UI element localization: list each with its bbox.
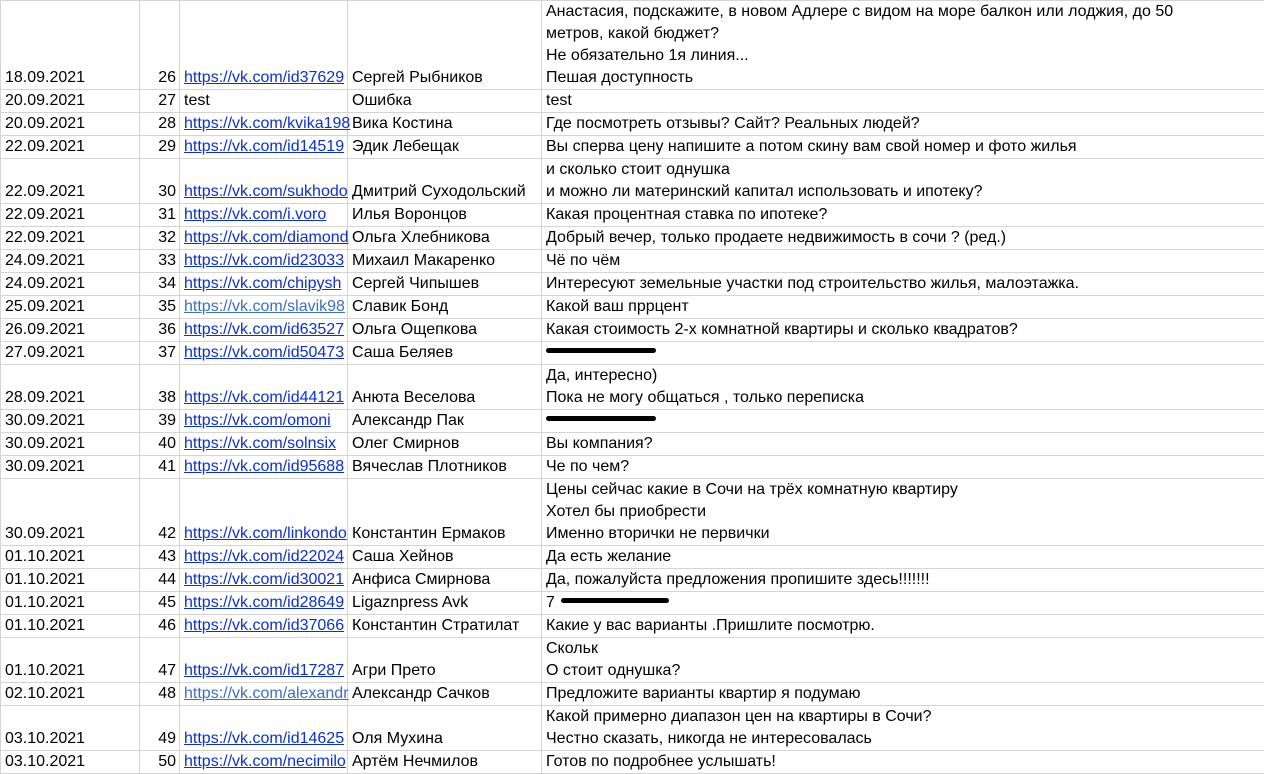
cell-user-name[interactable]: Александр Сачков	[348, 683, 542, 706]
message-line: Хотел бы приобрести	[546, 503, 707, 520]
cell-user-name[interactable]: Ольга Ощепкова	[348, 319, 542, 342]
message-line: Цены сейчас какие в Сочи на трёх комнатную квартиру	[546, 481, 958, 498]
cell-user-name[interactable]: Дмитрий Суходольский	[348, 159, 542, 204]
cell-date[interactable]: 01.10.2021	[1, 615, 140, 638]
message-line: и можно ли материнский капитал использовать и ипотеку?	[546, 183, 983, 200]
cell-user-name[interactable]: Эдик Лебещак	[348, 136, 542, 159]
cell-message[interactable]	[542, 546, 1264, 569]
cell-message[interactable]	[542, 683, 1264, 706]
cell-message[interactable]	[542, 615, 1264, 638]
cell-message[interactable]	[542, 706, 1264, 751]
cell-user-name[interactable]: Артём Нечмилов	[348, 751, 542, 774]
cell-message[interactable]	[542, 136, 1264, 159]
message-line: Добрый вечер, только продаете недвижимость в сочи ? (ред.)	[546, 229, 1007, 246]
table-row	[1, 751, 1264, 774]
cell-profile-link[interactable]	[180, 683, 348, 706]
message-line: О стоит однушка?	[546, 662, 681, 679]
message-line: Скольк	[546, 640, 598, 657]
cell-number[interactable]: 36	[140, 319, 180, 342]
cell-message[interactable]	[542, 751, 1264, 774]
table-row	[1, 296, 1264, 319]
cell-number[interactable]: 47	[140, 638, 180, 683]
table-row	[1, 456, 1264, 479]
message-line: Где посмотреть отзывы? Сайт? Реальных людей?	[546, 115, 920, 132]
cell-user-name[interactable]: Сергей Рыбников	[348, 1, 542, 90]
cell-user-name[interactable]: Константин Стратилат	[348, 615, 542, 638]
cell-user-name[interactable]: Ольга Хлебникова	[348, 227, 542, 250]
cell-number[interactable]: 50	[140, 751, 180, 774]
cell-user-name[interactable]: Ошибка	[348, 90, 542, 113]
message-line: и сколько стоит однушка	[546, 161, 730, 178]
cell-user-name[interactable]: Константин Ермаков	[348, 479, 542, 546]
message-line: Какие у вас варианты .Пришлите посмотрю.	[546, 617, 875, 634]
message-line: Именно вторички не первички	[546, 525, 770, 542]
table-row	[1, 365, 1264, 410]
cell-number[interactable]: 48	[140, 683, 180, 706]
message-line: Не обязательно 1я линия...	[546, 47, 749, 64]
cell-message[interactable]	[542, 638, 1264, 683]
table-row	[1, 615, 1264, 638]
cell-message[interactable]	[542, 479, 1264, 546]
cell-date[interactable]: 30.09.2021	[1, 456, 140, 479]
cell-profile-link[interactable]	[180, 546, 348, 569]
table-row	[1, 546, 1264, 569]
profile-link[interactable]: https://vk.com/slavik98	[184, 298, 345, 315]
profile-link[interactable]: https://vk.com/alexandr	[184, 685, 349, 702]
cell-message[interactable]	[542, 592, 1264, 615]
cell-date[interactable]: 01.10.2021	[1, 546, 140, 569]
profile-link[interactable]: https://vk.com/omoni	[184, 412, 331, 429]
cell-message[interactable]	[542, 159, 1264, 204]
cell-profile-link[interactable]	[180, 410, 348, 433]
cell-profile-link[interactable]	[180, 479, 348, 546]
cell-date[interactable]: 01.10.2021	[1, 569, 140, 592]
cell-number[interactable]: 43	[140, 546, 180, 569]
cell-date[interactable]: 26.09.2021	[1, 319, 140, 342]
cell-profile-link[interactable]	[180, 638, 348, 683]
cell-user-name[interactable]: Вика Костина	[348, 113, 542, 136]
cell-number[interactable]: 27	[140, 90, 180, 113]
cell-date[interactable]: 24.09.2021	[1, 273, 140, 296]
cell-user-name[interactable]: Славик Бонд	[348, 296, 542, 319]
cell-message[interactable]	[542, 204, 1264, 227]
cell-date[interactable]: 30.09.2021	[1, 479, 140, 546]
cell-profile-link[interactable]: test	[180, 90, 348, 113]
profile-link[interactable]: https://vk.com/necimilo	[184, 753, 346, 770]
table-row	[1, 479, 1264, 546]
cell-user-name[interactable]: Сергей Чипышев	[348, 273, 542, 296]
table-row	[1, 227, 1264, 250]
message-line: Пешая доступность	[546, 69, 694, 86]
cell-user-name[interactable]: Саша Хейнов	[348, 546, 542, 569]
profile-link[interactable]: https://vk.com/solnsix	[184, 435, 337, 452]
table-row	[1, 706, 1264, 751]
table-row	[1, 342, 1264, 365]
message-line	[546, 410, 1264, 432]
cell-user-name[interactable]: Олег Смирнов	[348, 433, 542, 456]
cell-message[interactable]	[542, 113, 1264, 136]
cell-number[interactable]: 38	[140, 365, 180, 410]
table-row	[1, 159, 1264, 204]
cell-profile-link[interactable]	[180, 296, 348, 319]
cell-user-name[interactable]: Агри Прето	[348, 638, 542, 683]
cell-message[interactable]	[542, 250, 1264, 273]
profile-link[interactable]: https://vk.com/linkondo	[184, 525, 347, 542]
profile-link[interactable]: https://vk.com/id37629	[184, 69, 345, 86]
message-line: Чё по чём	[546, 252, 621, 269]
profile-link[interactable]: https://vk.com/id37066	[184, 617, 345, 634]
message-line: Вы сперва цену напишите а потом скину вам свой номер и фото жилья	[546, 138, 1077, 155]
message-line: Да, пожалуйста предложения пропишите здесь!!!!!!!	[546, 571, 930, 588]
cell-profile-link[interactable]	[180, 342, 348, 365]
table-row	[1, 319, 1264, 342]
table-row	[1, 273, 1264, 296]
profile-link[interactable]: https://vk.com/i.voro	[184, 206, 327, 223]
cell-profile-link[interactable]	[180, 204, 348, 227]
message-line: Какой ваш пррцент	[546, 298, 689, 315]
table-row	[1, 569, 1264, 592]
message-line: Готов по подробнее услышать!	[546, 753, 776, 770]
message-line: Вы компания?	[546, 435, 653, 452]
table-row	[1, 592, 1264, 615]
cell-user-name[interactable]: Илья Воронцов	[348, 204, 542, 227]
cell-number[interactable]: 46	[140, 615, 180, 638]
cell-profile-link[interactable]	[180, 615, 348, 638]
message-line: Интересуют земельные участки под строительство жилья, малоэтажка.	[546, 275, 1079, 292]
cell-message[interactable]	[542, 342, 1264, 365]
cell-message[interactable]	[542, 569, 1264, 592]
profile-link[interactable]: https://vk.com/id17287	[184, 662, 345, 679]
cell-date[interactable]: 30.09.2021	[1, 433, 140, 456]
table-row	[1, 638, 1264, 683]
profile-link[interactable]: https://vk.com/id50473	[184, 344, 345, 361]
cell-number[interactable]: 31	[140, 204, 180, 227]
cell-date[interactable]: 25.09.2021	[1, 296, 140, 319]
cell-number[interactable]: 32	[140, 227, 180, 250]
profile-link[interactable]: https://vk.com/id44121	[184, 389, 345, 406]
cell-profile-link[interactable]	[180, 159, 348, 204]
grid-body	[1, 1, 1264, 774]
cell-user-name[interactable]: Александр Пак	[348, 410, 542, 433]
redaction-scribble	[561, 598, 669, 603]
profile-link[interactable]: https://vk.com/id63527	[184, 321, 345, 338]
message-line: Да есть желание	[546, 548, 672, 565]
cell-message[interactable]	[542, 296, 1264, 319]
cell-number[interactable]: 44	[140, 569, 180, 592]
message-line: Анастасия, подскажите, в новом Адлере с видом на море балкон или лоджия, до 50	[546, 3, 1174, 20]
profile-link[interactable]: https://vk.com/kvika198	[184, 115, 351, 132]
cell-profile-link[interactable]	[180, 273, 348, 296]
cell-number[interactable]: 41	[140, 456, 180, 479]
cell-date[interactable]: 02.10.2021	[1, 683, 140, 706]
cell-date[interactable]: 03.10.2021	[1, 751, 140, 774]
table-row	[1, 410, 1264, 433]
cell-number[interactable]: 26	[140, 1, 180, 90]
cell-date[interactable]: 18.09.2021	[1, 1, 140, 90]
table-row	[1, 136, 1264, 159]
profile-link[interactable]: https://vk.com/id30021	[184, 571, 345, 588]
cell-user-name[interactable]: Михаил Макаренко	[348, 250, 542, 273]
message-line: метров, какой бюджет?	[546, 25, 720, 42]
cell-user-name[interactable]: Саша Беляев	[348, 342, 542, 365]
cell-profile-link[interactable]	[180, 136, 348, 159]
cell-message[interactable]	[542, 273, 1264, 296]
table-row	[1, 90, 1264, 113]
cell-message[interactable]	[542, 227, 1264, 250]
cell-user-name[interactable]: Вячеслав Плотников	[348, 456, 542, 479]
profile-link[interactable]: https://vk.com/id23033	[184, 252, 345, 269]
cell-number[interactable]: 30	[140, 159, 180, 204]
cell-number[interactable]: 39	[140, 410, 180, 433]
cell-date[interactable]: 27.09.2021	[1, 342, 140, 365]
message-line	[546, 342, 1264, 364]
cell-number[interactable]: 33	[140, 250, 180, 273]
table-row	[1, 204, 1264, 227]
cell-profile-link[interactable]	[180, 365, 348, 410]
profile-link[interactable]: https://vk.com/chipysh	[184, 275, 342, 292]
message-line: Да, интересно)	[546, 367, 658, 384]
cell-date[interactable]: 22.09.2021	[1, 204, 140, 227]
message-line: Какой примерно диапазон цен на квартиры в Сочи?	[546, 708, 932, 725]
cell-message[interactable]	[542, 433, 1264, 456]
cell-user-name[interactable]: Ligaznpress Avk	[348, 592, 542, 615]
cell-date[interactable]: 01.10.2021	[1, 592, 140, 615]
cell-profile-link[interactable]	[180, 1, 348, 90]
redaction-scribble	[546, 348, 656, 353]
message-line: test	[546, 92, 572, 109]
cell-number[interactable]: 35	[140, 296, 180, 319]
table-row	[1, 113, 1264, 136]
cell-date[interactable]: 30.09.2021	[1, 410, 140, 433]
message-line: Какая стоимость 2-х комнатной квартиры и сколько квадратов?	[546, 321, 1018, 338]
profile-link[interactable]: https://vk.com/id14625	[184, 730, 345, 747]
cell-user-name[interactable]: Анфиса Смирнова	[348, 569, 542, 592]
profile-link[interactable]: https://vk.com/id95688	[184, 458, 345, 475]
cell-message[interactable]	[542, 319, 1264, 342]
message-line: Какая процентная ставка по ипотеке?	[546, 206, 828, 223]
profile-link[interactable]: https://vk.com/id28649	[184, 594, 345, 611]
profile-link[interactable]: https://vk.com/id22024	[184, 548, 345, 565]
table-row	[1, 250, 1264, 273]
cell-message[interactable]	[542, 90, 1264, 113]
cell-profile-link[interactable]	[180, 227, 348, 250]
table-row	[1, 683, 1264, 706]
cell-profile-link[interactable]	[180, 706, 348, 751]
cell-date[interactable]: 20.09.2021	[1, 113, 140, 136]
cell-number[interactable]: 34	[140, 273, 180, 296]
cell-number[interactable]: 29	[140, 136, 180, 159]
cell-number[interactable]: 40	[140, 433, 180, 456]
cell-number[interactable]: 37	[140, 342, 180, 365]
cell-profile-link[interactable]	[180, 592, 348, 615]
message-line: Пока не могу общаться , только переписка	[546, 389, 864, 406]
cell-date[interactable]: 03.10.2021	[1, 706, 140, 751]
cell-message[interactable]	[542, 1, 1264, 90]
cell-user-name[interactable]: Оля Мухина	[348, 706, 542, 751]
cell-number[interactable]: 49	[140, 706, 180, 751]
redaction-scribble	[546, 416, 656, 421]
profile-link[interactable]: https://vk.com/sukhodo	[184, 183, 348, 200]
cell-user-name[interactable]: Анюта Веселова	[348, 365, 542, 410]
cell-profile-link[interactable]	[180, 319, 348, 342]
table-row	[1, 433, 1264, 456]
cell-date[interactable]: 28.09.2021	[1, 365, 140, 410]
message-line: Че по чем?	[546, 458, 630, 475]
cell-profile-link[interactable]	[180, 456, 348, 479]
message-line: 7	[546, 592, 1264, 614]
cell-profile-link[interactable]	[180, 113, 351, 136]
cell-date[interactable]: 01.10.2021	[1, 638, 140, 683]
cell-message[interactable]	[542, 365, 1264, 410]
table-row	[1, 1, 1264, 90]
profile-link[interactable]: https://vk.com/id14519	[184, 138, 345, 155]
cell-date[interactable]: 24.09.2021	[1, 250, 140, 273]
profile-link[interactable]: https://vk.com/diamond	[184, 229, 349, 246]
cell-message[interactable]	[542, 456, 1264, 479]
cell-date[interactable]: 22.09.2021	[1, 159, 140, 204]
cell-number[interactable]: 42	[140, 479, 180, 546]
cell-number[interactable]: 28	[140, 113, 180, 136]
cell-message[interactable]	[542, 410, 1264, 433]
message-line: Честно сказать, никогда не интересовалась	[546, 730, 872, 747]
message-line: Предложите варианты квартир я подумаю	[546, 685, 861, 702]
cell-profile-link[interactable]	[180, 569, 348, 592]
cell-profile-link[interactable]	[180, 250, 348, 273]
cell-date[interactable]: 22.09.2021	[1, 227, 140, 250]
cell-date[interactable]: 22.09.2021	[1, 136, 140, 159]
cell-number[interactable]: 45	[140, 592, 180, 615]
cell-date[interactable]: 20.09.2021	[1, 90, 140, 113]
cell-profile-link[interactable]	[180, 751, 348, 774]
cell-profile-link[interactable]	[180, 433, 348, 456]
